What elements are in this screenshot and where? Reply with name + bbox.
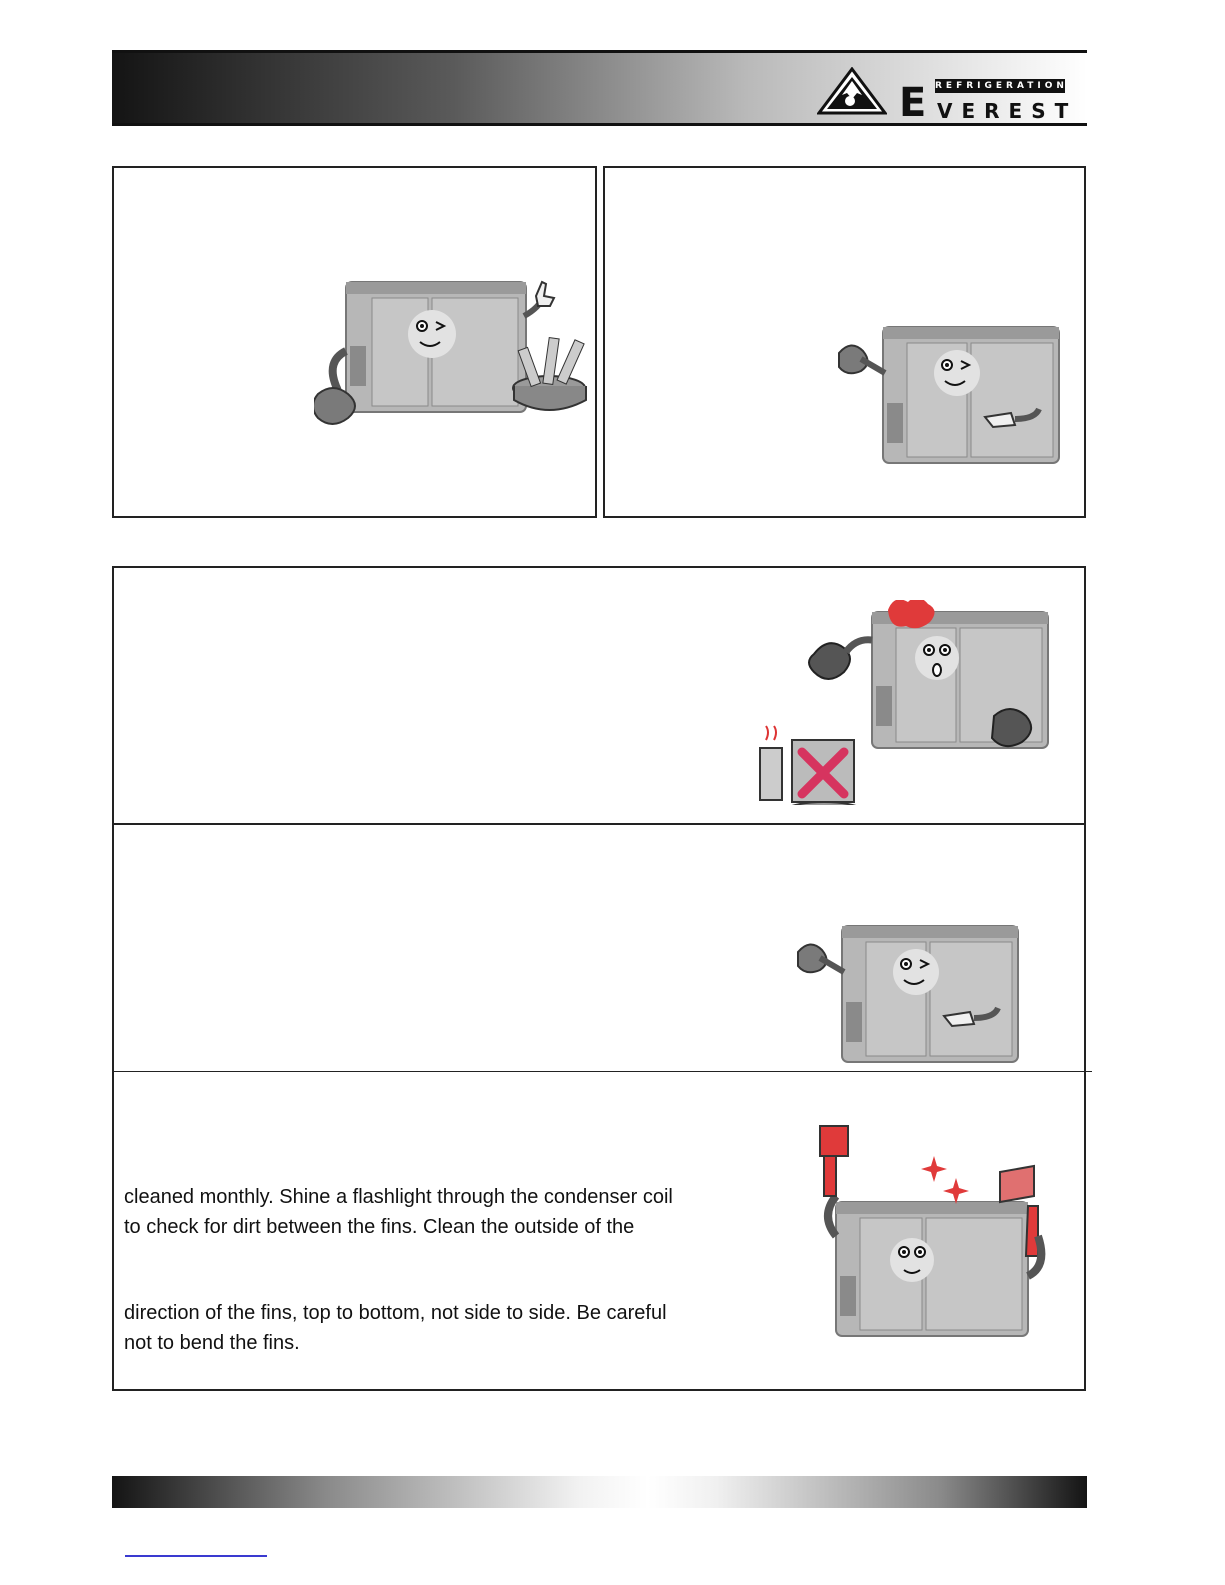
everest-logo [817, 65, 1078, 126]
panel-top-right [603, 166, 1086, 518]
condenser-text-line: not to bend the fins. [124, 1332, 300, 1354]
fridge-warning-illustration [754, 600, 1054, 805]
condenser-text-line: to check for dirt between the fins. Clean the outside of the [124, 1216, 635, 1238]
logo-subtitle: REFRIGERATION [935, 81, 1068, 91]
fridge-cleaning-illustration [314, 276, 604, 456]
section-divider [114, 823, 1084, 825]
panel-lower-section [112, 566, 1086, 1391]
footer-bar [112, 1476, 1087, 1508]
section-divider [114, 1071, 1092, 1072]
footer-link-underline[interactable] [125, 1555, 267, 1557]
header-bar [112, 50, 1087, 126]
fridge-wiping-illustration [835, 323, 1075, 468]
fridge-wiping-illustration [794, 922, 1034, 1067]
logo-initial: E [899, 80, 928, 126]
mountain-mascot-icon [817, 67, 887, 115]
panel-top-left [112, 166, 597, 518]
condenser-text-line: direction of the fins, top to bottom, not side to side. Be careful [124, 1302, 667, 1324]
fridge-brush-illustration [814, 1116, 1054, 1346]
condenser-text-line: cleaned monthly. Shine a flashlight through the condenser coil [124, 1186, 673, 1208]
logo-word: VEREST [937, 99, 1078, 123]
